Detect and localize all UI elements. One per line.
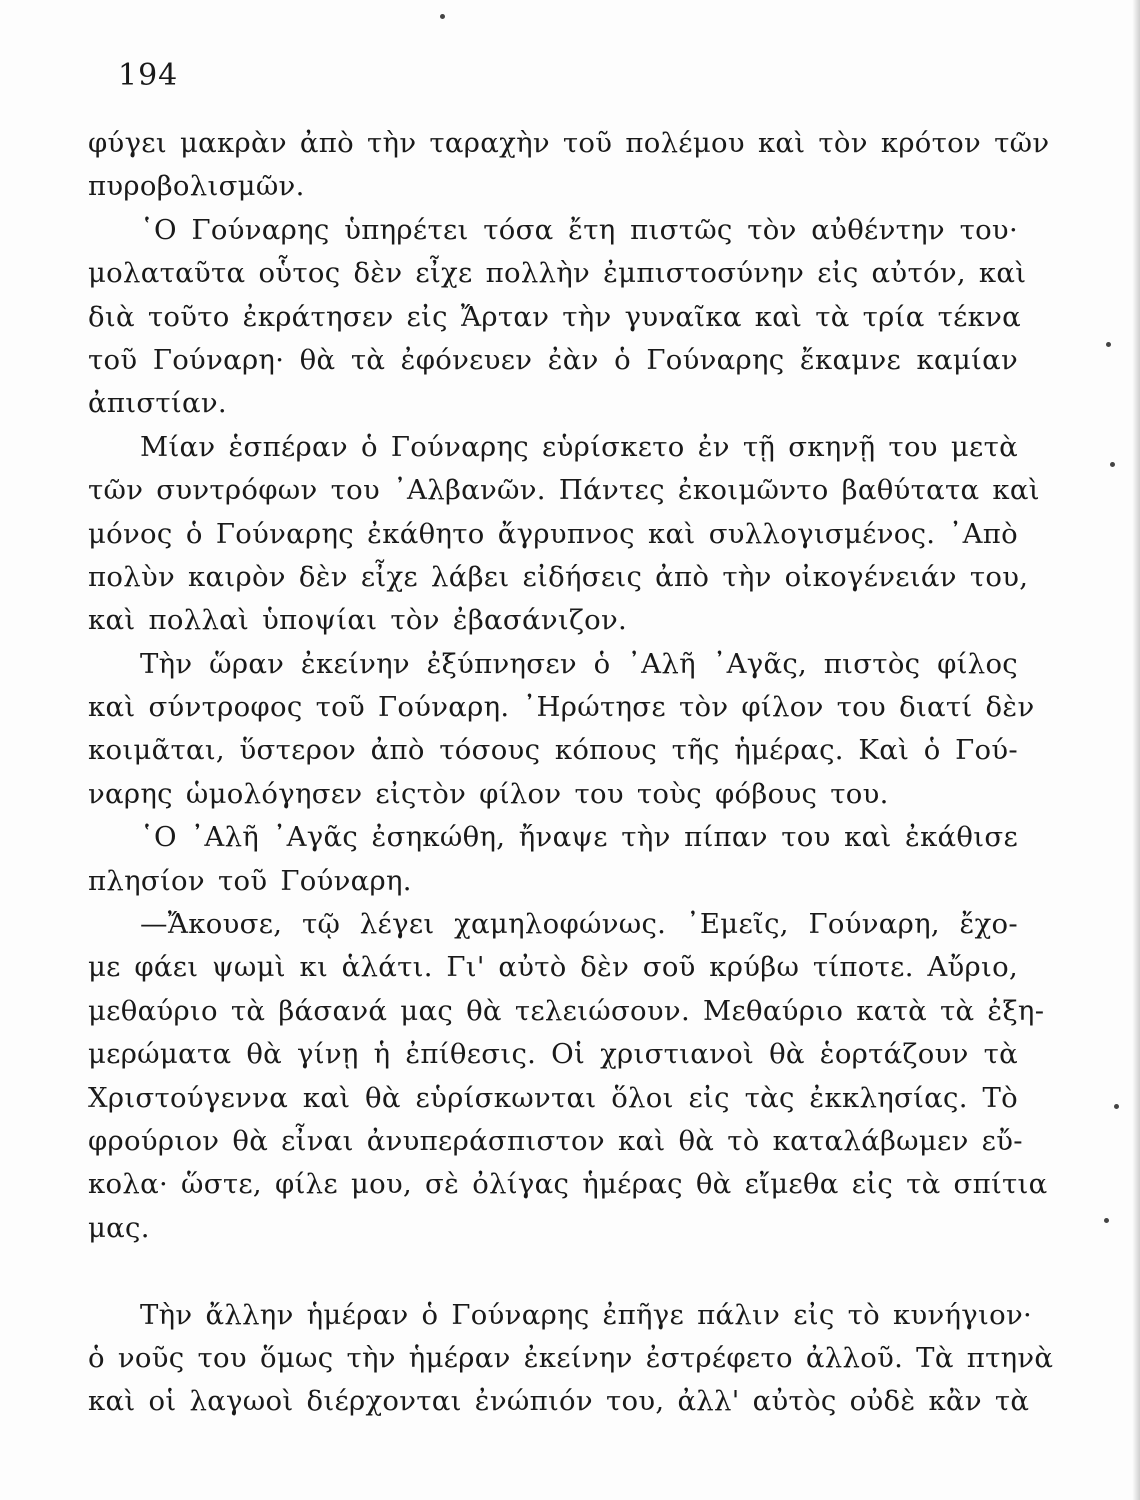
text-line: ὁ νοῦς του ὅμως τὴν ἡμέραν ἐκείνην ἐστρέφετο ἀλλοῦ. Τὰ πτηνὰ: [88, 1341, 1054, 1374]
margin-speck: [1104, 1218, 1109, 1223]
text-line: πυροβολισμῶν.: [88, 170, 305, 203]
text-line: πλησίον τοῦ Γούναρη.: [88, 864, 412, 897]
text-line: —Ἄκουσε, τῷ λέγει χαμηλοφώνως. ᾿Εμεῖς, Γούναρη, ἔχο-: [140, 908, 1018, 941]
text-line: Τὴν ὥραν ἐκείνην ἐξύπνησεν ὁ ᾿Αλῆ ᾿Αγᾶς, πιστὸς φίλος: [140, 647, 1018, 680]
text-line: καὶ οἱ λαγωοὶ διέρχονται ἐνώπιόν του, ἀλλ' αὐτὸς οὐδὲ κἂν τὰ: [88, 1385, 1030, 1418]
page-edge-shadow: [1132, 0, 1140, 1500]
text-line: μεθαύριο τὰ βάσανά μας θὰ τελειώσουν. Μεθαύριο κατὰ τὰ ἐξη-: [88, 994, 1045, 1027]
text-line: πολὺν καιρὸν δὲν εἶχε λάβει εἰδήσεις ἀπὸ τὴν οἰκογένειάν του,: [88, 560, 1029, 593]
text-line: μερώματα θὰ γίνῃ ἡ ἐπίθεσις. Οἱ χριστιανοὶ θὰ ἑορτάζουν τὰ: [88, 1038, 1018, 1071]
margin-speck: [1106, 342, 1111, 347]
text-line: καὶ σύντροφος τοῦ Γούναρη. ᾿Ηρώτησε τὸν φίλον του διατί δὲν: [88, 691, 1035, 724]
text-line: με φάει ψωμὶ κι ἁλάτι. Γι' αὐτὸ δὲν σοῦ κρύβω τίποτε. Αὔριο,: [88, 951, 1018, 984]
text-line: ῾Ο ᾿Αλῆ ᾿Αγᾶς ἐσηκώθη, ἤναψε τὴν πίπαν του καὶ ἐκάθισε: [140, 821, 1018, 854]
text-line: Μίαν ἑσπέραν ὁ Γούναρης εὑρίσκετο ἐν τῇ σκηνῇ του μετὰ: [140, 430, 1018, 463]
text-line: τοῦ Γούναρη· θὰ τὰ ἐφόνευεν ἐὰν ὁ Γούναρης ἔκαμνε καμίαν: [88, 343, 1018, 376]
text-line: φρούριον θὰ εἶναι ἀνυπεράσπιστον καὶ θὰ τὸ καταλάβωμεν εὔ-: [88, 1124, 1023, 1157]
text-line: μόνος ὁ Γούναρης ἐκάθητο ἄγρυπνος καὶ συλλογισμένος. ᾿Απὸ: [88, 517, 1018, 550]
text-line: μολαταῦτα οὗτος δὲν εἶχε πολλὴν ἐμπιστοσύνην εἰς αὐτόν, καὶ: [88, 257, 1027, 290]
paragraph-gap: [88, 1250, 1018, 1293]
text-line: ῾Ο Γούναρης ὑπηρέτει τόσα ἔτη πιστῶς τὸν αὐθέντην του·: [140, 213, 1018, 246]
text-line: Τὴν ἄλλην ἡμέραν ὁ Γούναρης ἐπῆγε πάλιν εἰς τὸ κυνήγιον·: [140, 1298, 1033, 1331]
margin-speck: [1114, 1104, 1119, 1109]
text-line: καὶ πολλαὶ ὑποψίαι τὸν ἐβασάνιζον.: [88, 604, 628, 637]
text-line: φύγει μακρὰν ἀπὸ τὴν ταραχὴν τοῦ πολέμου καὶ τὸν κρότον τῶν: [88, 127, 1050, 159]
text-line: μας.: [88, 1211, 150, 1244]
page-number: 194: [118, 58, 179, 93]
margin-speck: [1110, 462, 1115, 467]
text-line: διὰ τοῦτο ἐκράτησεν εἰς Ἄρταν τὴν γυναῖκα καὶ τὰ τρία τέκνα: [88, 300, 1022, 333]
text-line: Χριστούγεννα καὶ θὰ εὑρίσκωνται ὅλοι εἰς τὰς ἐκκλησίας. Τὸ: [88, 1081, 1018, 1114]
body-text: [88, 122, 1054, 1424]
text-line: τῶν συντρόφων του ᾿Αλβανῶν. Πάντες ἐκοιμῶντο βαθύτατα καὶ: [88, 474, 1040, 507]
text-line: κολα· ὥστε, φίλε μου, σὲ ὀλίγας ἡμέρας θὰ εἴμεθα εἰς τὰ σπίτια: [88, 1168, 1048, 1201]
text-line: ναρης ὡμολόγησεν εἰςτὸν φίλον του τοὺς φόβους του.: [88, 777, 889, 810]
text-line: κοιμᾶται, ὕστερον ἀπὸ τόσους κόπους τῆς ἡμέρας. Καὶ ὁ Γού-: [88, 734, 1018, 767]
margin-speck: [440, 14, 445, 19]
text-line: ἀπιστίαν.: [88, 387, 227, 420]
